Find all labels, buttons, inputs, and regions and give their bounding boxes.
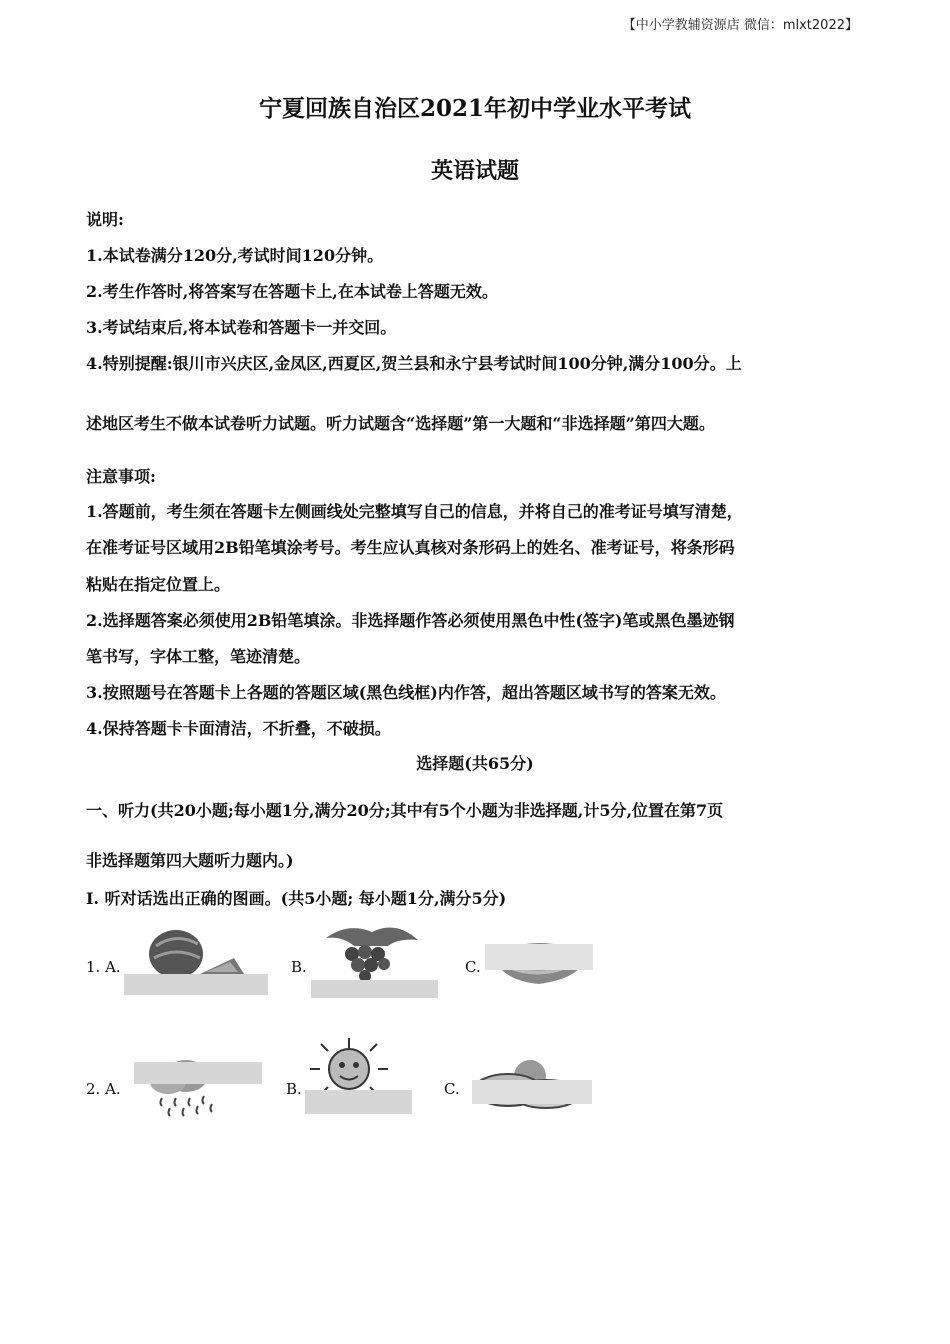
- instruction-item: 3.考试结束后,将本试卷和答题卡一并交回。: [86, 318, 397, 337]
- header-note: 【中小学教辅资源店 微信：mlxt2022】: [622, 18, 858, 33]
- instruction-item: 2.考生作答时,将答案写在答题卡上,在本试卷上答题无效。: [86, 282, 498, 301]
- image-redaction: [311, 980, 438, 998]
- q1-option-b-label: B.: [291, 958, 307, 976]
- q1-option-c-label: C.: [465, 958, 481, 976]
- image-redaction: [124, 974, 268, 995]
- image-redaction: [305, 1090, 412, 1114]
- part1-line: 非选择题第四大题听力题内。): [86, 851, 294, 870]
- notes-line: 1.答题前，考生须在答题卡左侧画线处完整填写自己的信息，并将自己的准考证号填写清楚，: [86, 502, 743, 521]
- notes-line: 笔书写，字体工整，笔迹清楚。: [86, 647, 311, 666]
- image-redaction: [134, 1062, 262, 1084]
- image-redaction: [485, 944, 593, 970]
- notes-heading: 注意事项:: [86, 467, 156, 486]
- q2-option-c-label: C.: [444, 1080, 460, 1098]
- instruction-item: 1.本试卷满分120分,考试时间120分钟。: [86, 246, 384, 265]
- part1-subheading: I. 听对话选出正确的图画。(共5小题; 每小题1分,满分5分): [86, 889, 507, 908]
- section-title: 选择题(共65分): [416, 754, 534, 773]
- notes-line: 粘贴在指定位置上。: [86, 575, 231, 594]
- q2-option-b-label: B.: [286, 1080, 302, 1098]
- notes-line: 4.保持答题卡卡面清洁，不折叠，不破损。: [86, 719, 391, 738]
- image-redaction: [472, 1080, 592, 1104]
- q2-option-a-label: 2. A.: [86, 1080, 121, 1098]
- grapes-icon: [318, 920, 426, 986]
- part1-line: 一、听力(共20小题;每小题1分,满分20分;其中有5个小题为非选择题,计5分,位置在第7页: [86, 801, 724, 820]
- instruction-item: 4.特别提醒:银川市兴庆区,金凤区,西夏区,贺兰县和永宁县考试时间100分钟,满分100分。上: [86, 354, 742, 373]
- q1-option-a-label: 1. A.: [86, 958, 121, 976]
- instruction-item: 述地区考生不做本试卷听力试题。听力试题含“选择题”第一大题和“非选择题”第四大题。: [86, 414, 715, 433]
- notes-line: 3.按照题号在答题卡上各题的答题区域(黑色线框)内作答，超出答题区域书写的答案无效。: [86, 683, 726, 702]
- instructions-heading: 说明:: [86, 210, 124, 229]
- exam-title: 宁夏回族自治区2021年初中学业水平考试: [258, 95, 691, 122]
- notes-line: 在准考证号区域用2B铅笔填涂考号。考生应认真核对条形码上的姓名、准考证号，将条形码: [86, 538, 735, 557]
- notes-line: 2.选择题答案必须使用2B铅笔填涂。非选择题作答必须使用黑色中性(签字)笔或黑色墨迹钢: [86, 611, 735, 630]
- exam-subtitle: 英语试题: [430, 158, 519, 184]
